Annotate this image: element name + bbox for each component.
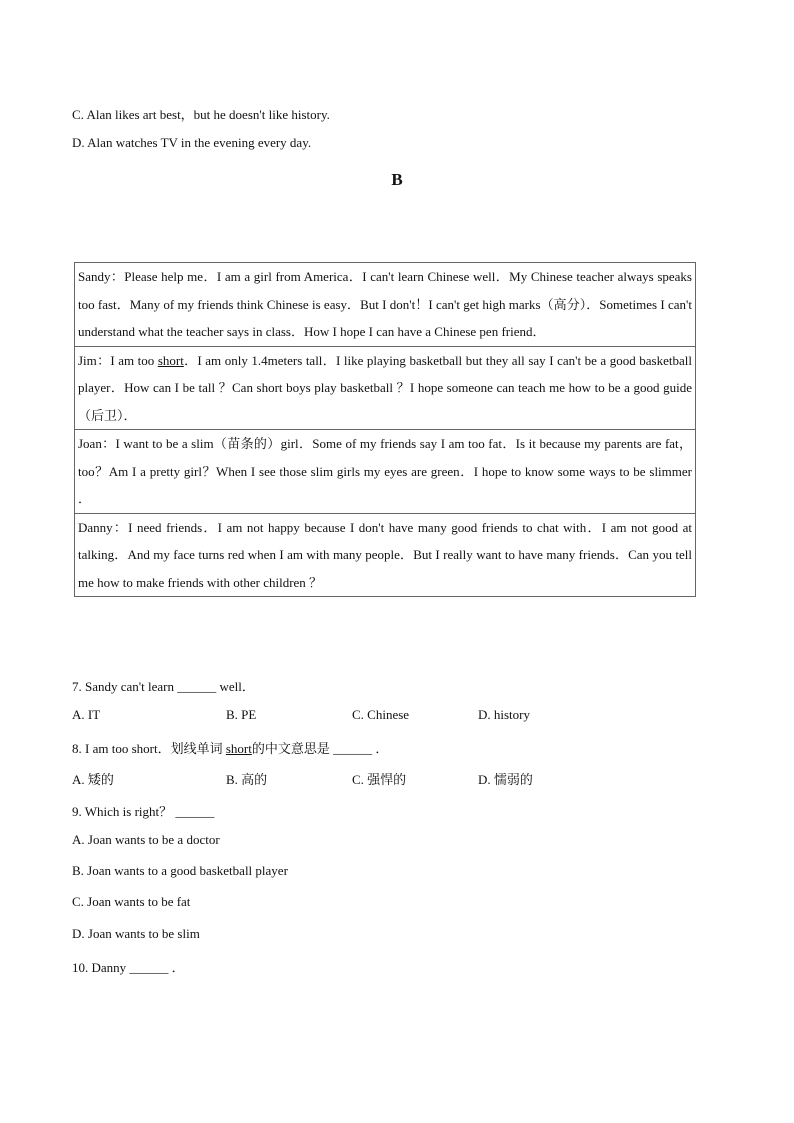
passage-danny-text: Danny：I need friends．I am not happy because I don't have many good friends to chat with．I am not good at talking．And my face turns red when I am with many people．But I really want to have many friends．Can you tell me how to make friends with other children ？ (78, 519, 692, 590)
q9-option-b: B. Joan wants to a good basketball player (72, 863, 288, 878)
q8-option-d: D. 懦弱的 (478, 772, 533, 787)
passage-jim-text-before: Jim：I am too (78, 352, 158, 368)
passage-jim-text-after: ．I am only 1.4meters tall．I like playing basketball but they all say I can't be a good basketball player．How can I be tall ？Can short boys play basketball ？I hope someone can teach me how to be a good guide（后卫）． (78, 352, 692, 423)
passages-table (74, 262, 696, 597)
q7-option-a: A. IT (72, 707, 101, 722)
question-7-stem: 7. Sandy can't learn ______ well． (72, 679, 255, 694)
q8-option-a: A. 矮的 (72, 772, 114, 787)
q9-option-d: D. Joan wants to be slim (72, 926, 200, 941)
passage-joan (75, 429, 695, 513)
passage-sandy-text: Sandy：Please help me．I am a girl from America．I can't learn Chinese well．My Chinese teacher always speaks too fast．Many of my friends think Chinese is easy．But I don't！I can't get high marks（高分）．Sometimes I can't understand what the teacher says in class．How I hope I can have a Chinese pen friend． (78, 269, 692, 339)
passage-jim-text (78, 347, 692, 430)
passage-joan-text: Joan：I want to be a slim（苗条的）girl．Some of my friends say I am too fat．Is it because my parents are fat，too？Am I a pretty girl？When I see those slim girls my eyes are green．I hope to know some ways to be slimmer ． (78, 436, 692, 506)
q8-option-c: C. 强悍的 (352, 772, 407, 787)
q8-underlined-word: short (225, 741, 252, 756)
q8-option-b: B. 高的 (226, 772, 268, 787)
underlined-word: short (157, 352, 184, 368)
q7-option-b: B. PE (226, 707, 257, 722)
q8-stem-after: 的中文意思是 ______ ． (251, 741, 389, 756)
q9-option-c: C. Joan wants to be fat (72, 894, 191, 909)
q7-option-d: D. history (478, 707, 530, 722)
passage-sandy (75, 263, 695, 346)
section-title: B (391, 170, 403, 189)
prev-option-c: C. Alan likes art best，but he doesn't like history. (72, 107, 330, 122)
passage-danny (75, 513, 695, 597)
question-10-stem: 10. Danny ______ ． (72, 960, 185, 975)
question-9-stem: 9. Which is right？ ______ (72, 804, 215, 819)
q8-stem-before: 8. I am too short．划线单词 (72, 741, 226, 756)
q7-option-c: C. Chinese (352, 707, 410, 722)
q9-option-a: A. Joan wants to be a doctor (72, 832, 220, 847)
prev-option-d: D. Alan watches TV in the evening every day. (72, 135, 312, 150)
question-8-stem (72, 738, 388, 757)
passage-jim (75, 346, 695, 430)
